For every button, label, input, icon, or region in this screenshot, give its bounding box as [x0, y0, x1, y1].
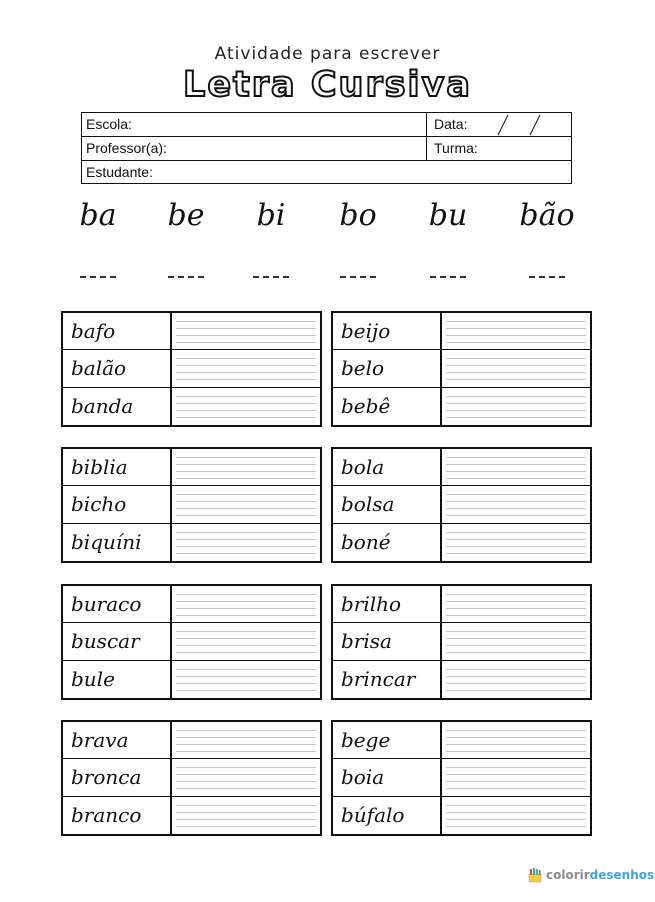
- crayon-box-icon: [527, 867, 543, 883]
- cursive-word: beijo: [333, 313, 442, 349]
- word-row: [333, 623, 590, 660]
- cursive-word: bolsa: [333, 486, 442, 522]
- cursive-word: bicho: [63, 486, 172, 522]
- word-row: [63, 623, 320, 660]
- cursive-word: brisa: [333, 623, 442, 659]
- cursive-word: bafo: [63, 313, 172, 349]
- cursive-word: bege: [333, 722, 442, 758]
- cursive-word: búfalo: [333, 797, 442, 834]
- site-logo: [527, 866, 654, 884]
- handwriting-lines[interactable]: [444, 313, 586, 349]
- cursive-word: bronca: [63, 759, 172, 795]
- handwriting-lines[interactable]: [174, 759, 316, 795]
- logo-text-part2: desenhos: [589, 868, 655, 882]
- handwriting-lines[interactable]: [444, 524, 586, 561]
- cursive-word: biblia: [63, 449, 172, 485]
- word-row: [63, 661, 320, 698]
- word-row: [63, 586, 320, 623]
- handwriting-lines[interactable]: [174, 623, 316, 659]
- syllable-blank-line[interactable]: [168, 276, 204, 282]
- word-box: [331, 447, 592, 563]
- date-field[interactable]: Data:: [434, 116, 468, 132]
- handwriting-lines[interactable]: [444, 449, 586, 485]
- syllable-row: [0, 196, 655, 296]
- word-row: [63, 486, 320, 523]
- word-row: [333, 759, 590, 796]
- handwriting-lines[interactable]: [174, 586, 316, 622]
- syllable-5: bão: [519, 198, 575, 233]
- word-row: [63, 797, 320, 834]
- word-row: [63, 759, 320, 796]
- date-separator-icon: [526, 113, 546, 137]
- handwriting-lines[interactable]: [174, 661, 316, 698]
- activity-subtitle: Atividade para escrever: [214, 44, 441, 64]
- cursive-word: balão: [63, 350, 172, 386]
- cursive-word: brava: [63, 722, 172, 758]
- handwriting-lines[interactable]: [444, 722, 586, 758]
- student-field[interactable]: Estudante:: [86, 164, 153, 180]
- handwriting-lines[interactable]: [444, 759, 586, 795]
- date-separator-icon: [494, 113, 514, 137]
- logo-text-part1: colorir: [546, 868, 590, 882]
- word-row: [63, 524, 320, 561]
- word-box: [331, 311, 592, 427]
- word-row: [333, 661, 590, 698]
- syllable-blank-line[interactable]: [430, 276, 466, 282]
- cursive-word: brincar: [333, 661, 442, 698]
- word-box: [331, 720, 592, 836]
- handwriting-lines[interactable]: [174, 722, 316, 758]
- syllable-blank-line[interactable]: [529, 276, 565, 282]
- word-box: [331, 584, 592, 700]
- syllable-2: bi: [256, 198, 286, 233]
- handwriting-lines[interactable]: [174, 524, 316, 561]
- syllable-blank-line[interactable]: [80, 276, 116, 282]
- word-row: [333, 350, 590, 387]
- cursive-word: boné: [333, 524, 442, 561]
- word-row: [333, 797, 590, 834]
- handwriting-lines[interactable]: [444, 586, 586, 622]
- cursive-word: brilho: [333, 586, 442, 622]
- handwriting-lines[interactable]: [444, 661, 586, 698]
- teacher-field[interactable]: Professor(a):: [82, 137, 427, 161]
- student-info-form: [81, 112, 572, 184]
- word-row: [333, 313, 590, 350]
- handwriting-lines[interactable]: [174, 797, 316, 834]
- word-row: [333, 524, 590, 561]
- cursive-word: buscar: [63, 623, 172, 659]
- cursive-word: bule: [63, 661, 172, 698]
- word-box: [61, 311, 322, 427]
- word-row: [333, 449, 590, 486]
- syllable-1: be: [167, 198, 205, 233]
- handwriting-lines[interactable]: [444, 797, 586, 834]
- cursive-word: belo: [333, 350, 442, 386]
- form-row-teacher: [82, 137, 571, 161]
- activity-title: Letra Cursiva: [183, 65, 472, 105]
- cursive-word: biquíni: [63, 524, 172, 561]
- word-row: [63, 449, 320, 486]
- syllable-0: ba: [79, 198, 117, 233]
- syllable-4: bu: [428, 198, 468, 233]
- handwriting-lines[interactable]: [174, 350, 316, 386]
- cursive-word: bebê: [333, 388, 442, 425]
- handwriting-lines[interactable]: [444, 623, 586, 659]
- word-row: [333, 722, 590, 759]
- word-box: [61, 584, 322, 700]
- word-row: [333, 586, 590, 623]
- cursive-word: buraco: [63, 586, 172, 622]
- handwriting-lines[interactable]: [174, 313, 316, 349]
- handwriting-lines[interactable]: [174, 486, 316, 522]
- handwriting-lines[interactable]: [444, 388, 586, 425]
- cursive-word: banda: [63, 388, 172, 425]
- word-row: [333, 486, 590, 523]
- handwriting-lines[interactable]: [444, 486, 586, 522]
- form-row-school: [82, 113, 571, 137]
- form-row-student: [82, 161, 571, 185]
- class-field[interactable]: Turma:: [434, 140, 478, 156]
- word-row: [63, 350, 320, 387]
- cursive-word: bola: [333, 449, 442, 485]
- cursive-word: branco: [63, 797, 172, 834]
- syllable-3: bo: [339, 198, 377, 233]
- word-row: [63, 313, 320, 350]
- handwriting-lines[interactable]: [444, 350, 586, 386]
- syllable-blank-line[interactable]: [340, 276, 376, 282]
- word-box: [61, 720, 322, 836]
- handwriting-lines[interactable]: [174, 388, 316, 425]
- cursive-word: boia: [333, 759, 442, 795]
- syllable-blank-line[interactable]: [253, 276, 289, 282]
- school-field[interactable]: Escola:: [82, 113, 427, 137]
- word-row: [63, 388, 320, 425]
- word-row: [63, 722, 320, 759]
- word-box: [61, 447, 322, 563]
- handwriting-lines[interactable]: [174, 449, 316, 485]
- word-row: [333, 388, 590, 425]
